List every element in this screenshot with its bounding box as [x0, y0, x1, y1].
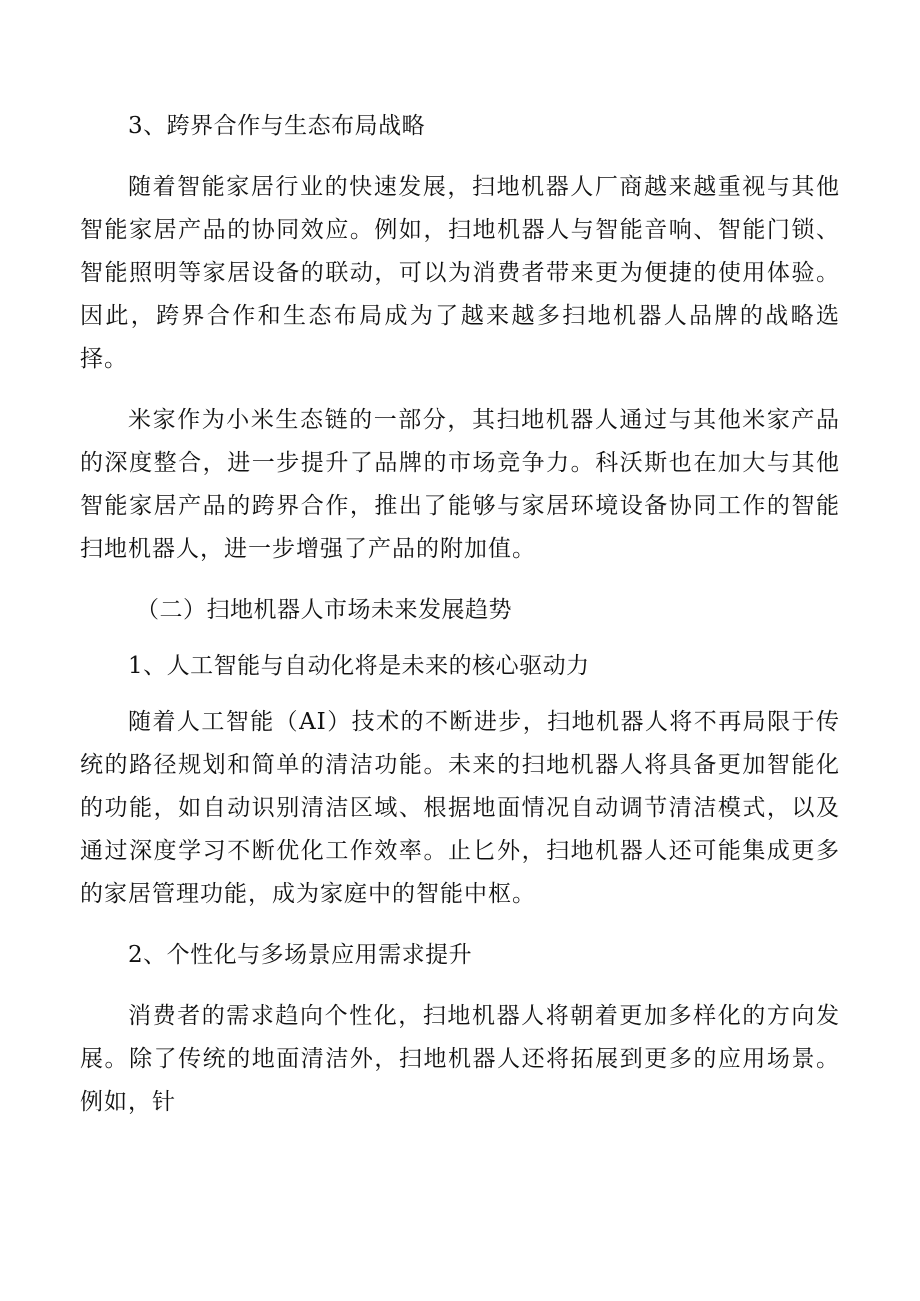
- paragraph-personalization: 消费者的需求趋向个性化，扫地机器人将朝着更加多样化的方向发展。除了传统的地面清洁外，扫地机器人还将拓展到更多的应用场景。例如，针: [80, 1003, 840, 1115]
- paragraph-smart-home-synergy: 随着智能家居行业的快速发展，扫地机器人厂商越来越重视与其他智能家居产品的协同效应。例如，扫地机器人与智能音响、智能门锁、智能照明等家居设备的联动，可以为消费者带来更为便捷的使用体验。因此，跨界合作和生态布局成为了越来越多扫地机器人品牌的战略选择。: [80, 174, 840, 372]
- section-heading-ai-automation: 1、人工智能与自动化将是未来的核心驱动力: [128, 653, 590, 679]
- paragraph-mijia-ecovacs: 米家作为小米生态链的一部分，其扫地机器人通过与其他米家产品的深度整合，进一步提升了品牌的市场竞争力。科沃斯也在加大与其他智能家居产品的跨界合作，推出了能够与家居环境设备协同工作的智能扫地机器人，进一步增强了产品的附加值。: [80, 407, 840, 562]
- section-heading-cross-border: 3、跨界合作与生态布局战略: [128, 113, 426, 139]
- section-heading-future-trends: （二）扫地机器人市场未来发展趋势: [136, 597, 512, 623]
- paragraph-ai-progress: 随着人工智能（AI）技术的不断进步，扫地机器人将不再局限于传统的路径规划和简单的清洁功能。未来的扫地机器人将具备更加智能化的功能，如自动识别清洁区域、根据地面情况自动调节清洁模式，以及通过深度学习不断优化工作效率。止匕外，扫地机器人还可能集成更多的家居管理功能，成为家庭中的智能中枢。: [80, 709, 840, 907]
- document-body: [80, 105, 840, 1124]
- section-heading-personalization: 2、个性化与多场景应用需求提升: [128, 942, 473, 968]
